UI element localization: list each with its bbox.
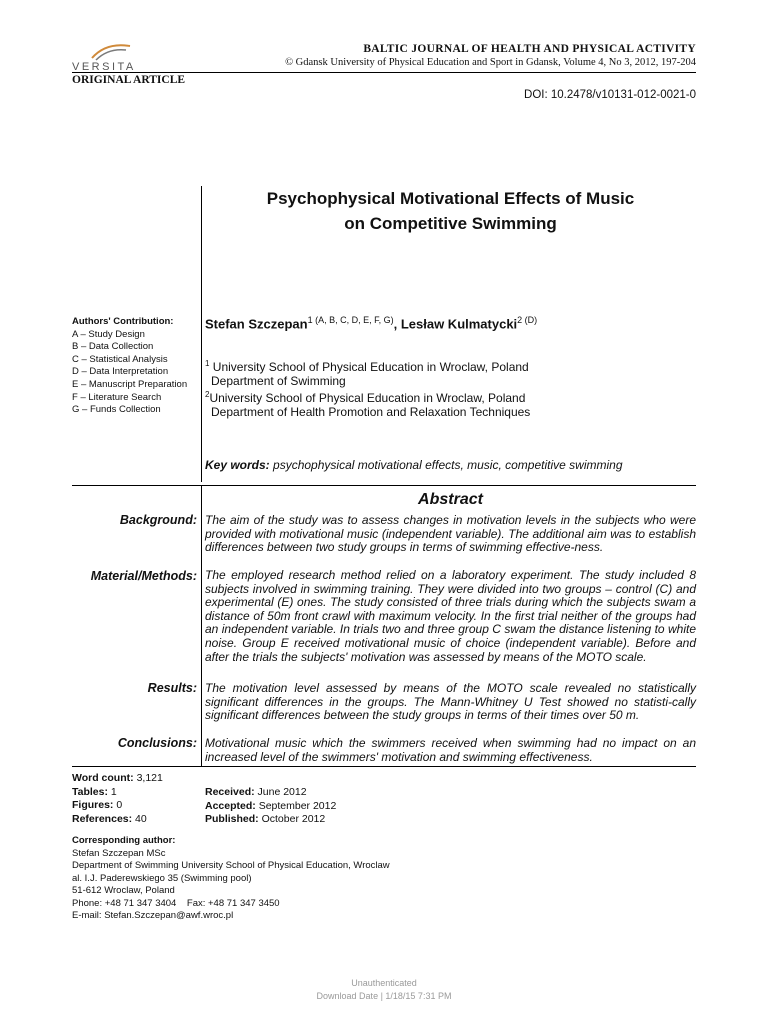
stats-left bbox=[72, 772, 163, 826]
versita-logo-icon bbox=[86, 40, 132, 62]
corresponding-author bbox=[72, 835, 390, 923]
author-1: Stefan Szczepan bbox=[205, 316, 308, 332]
corresponding-line: Stefan Szczepan MSc bbox=[72, 847, 166, 859]
affiliation-2-line-2: Department of Health Promotion and Relaxation Techniques bbox=[211, 405, 531, 419]
abstract-column-divider bbox=[201, 485, 202, 766]
abstract-heading: Abstract bbox=[418, 491, 483, 508]
references-count: References: 40 bbox=[72, 812, 147, 825]
keywords-label: Key words: bbox=[205, 458, 270, 472]
author-2: Lesław Kulmatycki bbox=[400, 316, 518, 332]
header-rule bbox=[72, 72, 696, 73]
figures-count: Figures: 0 bbox=[72, 799, 123, 811]
corresponding-line: Department of Swimming University School of Physical Education, Wroclaw bbox=[72, 860, 390, 871]
affiliations bbox=[205, 357, 530, 419]
contribution-item: C – Statistical Analysis bbox=[72, 353, 168, 365]
contribution-item: B – Data Collection bbox=[72, 341, 154, 353]
background-label: Background: bbox=[119, 513, 197, 527]
publication-line: © Gdansk University of Physical Education and Sport in Gdansk, Volume 4, No 3, 2012, 197-204 bbox=[285, 57, 696, 68]
logo-text: VERSITA bbox=[72, 61, 136, 73]
published-date: Published: October 2012 bbox=[205, 813, 326, 825]
abstract-bottom-rule bbox=[72, 766, 696, 767]
journal-title: BALTIC JOURNAL OF HEALTH AND PHYSICAL ACTIVITY bbox=[363, 43, 696, 55]
corresponding-email[interactable]: E-mail: Stefan.Szczepan@awf.wroc.pl bbox=[72, 910, 234, 921]
affiliation-1-line-1: $^1$ University School of Physical Education in Wroclaw, Poland bbox=[205, 359, 529, 374]
conclusions-text: Motivational music which the swimmers received when swimming had no impact on an increased level of the swimmers' motivation and swimming effectiveness. bbox=[205, 736, 696, 764]
corresponding-line: Phone: +48 71 347 3404 Fax: +48 71 347 3450 bbox=[72, 897, 280, 909]
accepted-date: Accepted: September 2012 bbox=[205, 799, 337, 812]
corresponding-heading: Corresponding author: bbox=[72, 835, 176, 846]
article-type: ORIGINAL ARTICLE bbox=[72, 74, 186, 86]
results-label: Results: bbox=[147, 681, 197, 695]
word-count: Word count: 3,121 bbox=[72, 772, 163, 784]
contribution-item: D – Data Interpretation bbox=[72, 366, 169, 378]
footer-download-date: Download Date | 1/18/15 7:31 PM bbox=[316, 991, 452, 1001]
footer-auth: Unauthenticated bbox=[351, 978, 417, 988]
keywords bbox=[205, 458, 623, 472]
keywords-value: psychophysical motivational effects, music, competitive swimming bbox=[273, 458, 623, 472]
author-2-sup: 2 (D) bbox=[517, 315, 538, 325]
title-line-2: on Competitive Swimming bbox=[344, 214, 557, 233]
affiliation-2-line-1: $^2$University School of Physical Education in Wroclaw, Poland bbox=[205, 390, 526, 405]
stats-right bbox=[205, 786, 336, 827]
author-1-sup: 1 (A, B, C, D, E, F, G) bbox=[307, 315, 394, 325]
authors bbox=[205, 315, 537, 331]
author-separator: , bbox=[393, 316, 401, 332]
corresponding-line: 51-612 Wroclaw, Poland bbox=[72, 885, 175, 896]
abstract-top-rule bbox=[72, 485, 696, 486]
results-text: The motivation level assessed by means of the MOTO scale revealed no statistically significant differences in the groups. The Mann-Whitney U Test showed no statisti-cally significant differences between the study groups in terms of their times over 50 m. bbox=[205, 681, 696, 723]
contribution-heading: Authors' Contribution: bbox=[72, 316, 174, 327]
methods-label: Material/Methods: bbox=[90, 569, 197, 583]
title-line-1: Psychophysical Motivational Effects of Music bbox=[266, 189, 635, 208]
contribution-item: A – Study Design bbox=[72, 328, 145, 340]
contribution-item: F – Literature Search bbox=[72, 391, 162, 403]
methods-text: The employed research method relied on a laboratory experiment. The study included 8 subjects involved in swimming training. They were divided into two groups – control (C) and experimental (E) ones. The study consisted of three trials during which the subjects swam a distance of 50m front crawl with maximum velocity. In the first trial neither of the groups had an independent variable. In trials two and three group C swam the distance listening to white noise. Group E received motivational music of choice (independent variable). Before and after the trials the subjects' motivation was assessed by means of the MOTO scale. bbox=[205, 568, 696, 664]
affiliation-2-sup: 2 bbox=[205, 390, 210, 399]
conclusions-label: Conclusions: bbox=[117, 736, 197, 750]
tables-count: Tables: 1 bbox=[72, 785, 117, 798]
authors-contribution bbox=[72, 316, 187, 417]
corresponding-line: al. I.J. Paderewskiego 35 (Swimming pool) bbox=[72, 872, 252, 884]
article-title bbox=[205, 186, 696, 236]
column-divider bbox=[201, 186, 202, 482]
contribution-item: E – Manuscript Preparation bbox=[72, 378, 188, 390]
received-date: Received: June 2012 bbox=[205, 786, 307, 798]
affiliation-1-line-2: Department of Swimming bbox=[211, 374, 346, 388]
background-text: The aim of the study was to assess changes in motivation levels in the subjects who were provided with motivational music (independent variable). The additional aim was to establish differences between two study groups in terms of swimming effective-ness. bbox=[205, 513, 696, 555]
affiliation-1-sup: 1 bbox=[205, 359, 210, 368]
contribution-item: G – Funds Collection bbox=[72, 404, 161, 416]
doi: DOI: 10.2478/v10131-012-0021-0 bbox=[524, 89, 696, 101]
